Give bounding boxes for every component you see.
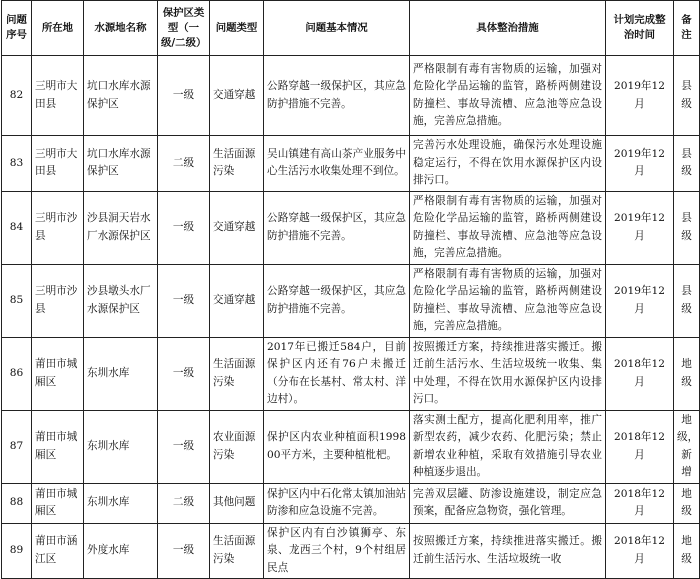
issue-number: 89 (2, 523, 32, 579)
issue-type-cell: 交通穿越 (210, 191, 264, 264)
issue-number: 82 (2, 56, 32, 136)
issue-number: 86 (2, 337, 32, 410)
water-source-cell: 坑口水库水源保护区 (84, 56, 158, 136)
table-row (2, 56, 700, 136)
issue-number: 84 (2, 191, 32, 264)
table-row (2, 337, 700, 410)
header-cell: 问题序号 (2, 1, 32, 56)
location-cell: 莆田市涵江区 (32, 523, 84, 579)
issue-type-cell: 其他问题 (210, 483, 264, 523)
situation-cell: 公路穿越一级保护区，其应急防护措施不完善。 (264, 264, 410, 337)
issue-type-cell: 生活面源污染 (210, 523, 264, 579)
measures-cell: 落实测土配方，提高化肥利用率，推广新型农药，减少农药、化肥污染；禁止新增农业种植，采取有效措施引导农业种植逐步退出。 (410, 410, 606, 483)
note-cell: 县级 (674, 191, 700, 264)
location-cell: 三明市沙县 (32, 191, 84, 264)
note-cell: 县级 (674, 56, 700, 136)
measures-cell: 完善污水处理设施，确保污水处理设施稳定运行，不得在饮用水源保护区内设排污口。 (410, 136, 606, 192)
deadline-cell: 2019年12月 (606, 136, 674, 192)
issue-type-cell: 生活面源污染 (210, 136, 264, 192)
note-cell: 地级 (674, 337, 700, 410)
location-cell: 莆田市城厢区 (32, 483, 84, 523)
location-cell: 三明市大田县 (32, 136, 84, 192)
note-cell: 县级 (674, 136, 700, 192)
protection-level-cell: 一级 (158, 410, 210, 483)
water-source-cell: 东圳水库 (84, 410, 158, 483)
protection-level-cell: 一级 (158, 337, 210, 410)
water-source-cell: 东圳水库 (84, 483, 158, 523)
table-row (2, 264, 700, 337)
issue-type-cell: 农业面源污染 (210, 410, 264, 483)
note-cell: 地级，新增 (674, 410, 700, 483)
note-cell: 地级 (674, 483, 700, 523)
measures-cell: 严格限制有毒有害物质的运输，加强对危险化学品运输的监管，路桥两侧建设防撞栏、事故导流槽、应急池等应急设施，完善应急措施。 (410, 264, 606, 337)
deadline-cell: 2018年12月 (606, 410, 674, 483)
deadline-cell: 2019年12月 (606, 264, 674, 337)
deadline-cell: 2018年12月 (606, 483, 674, 523)
situation-cell: 2017年已搬迁584户，目前保护区内还有76户未搬迁（分布在长基村、常太村、洋边村）。 (264, 337, 410, 410)
header-cell: 所在地 (32, 1, 84, 56)
header-cell: 计划完成整治时间 (606, 1, 674, 56)
location-cell: 三明市大田县 (32, 56, 84, 136)
header-cell: 问题基本情况 (264, 1, 410, 56)
water-source-issues-table (1, 0, 700, 579)
table-row (2, 410, 700, 483)
table-row (2, 136, 700, 192)
situation-cell: 保护区内农业种植面积199800平方米，主要种植枇杷。 (264, 410, 410, 483)
location-cell: 莆田市城厢区 (32, 337, 84, 410)
table-row (2, 523, 700, 579)
issue-type-cell: 生活面源污染 (210, 337, 264, 410)
location-cell: 莆田市城厢区 (32, 410, 84, 483)
table-row (2, 191, 700, 264)
table-header-row (2, 1, 700, 56)
measures-cell: 严格限制有毒有害物质的运输，加强对危险化学品运输的监管，路桥两侧建设防撞栏、事故导流槽、应急池等应急设施，完善应急措施。 (410, 56, 606, 136)
measures-cell: 完善双层罐、防渗设施建设，制定应急预案，配备应急物资，强化管理。 (410, 483, 606, 523)
deadline-cell: 2018年12月 (606, 523, 674, 579)
protection-level-cell: 一级 (158, 56, 210, 136)
water-source-cell: 外度水库 (84, 523, 158, 579)
water-source-cell: 沙县洞天岩水厂水源保护区 (84, 191, 158, 264)
measures-cell: 严格限制有毒有害物质的运输，加强对危险化学品运输的监管，路桥两侧建设防撞栏、事故导流槽、应急池等应急设施，完善应急措施。 (410, 191, 606, 264)
protection-level-cell: 一级 (158, 264, 210, 337)
header-cell: 具体整治措施 (410, 1, 606, 56)
header-cell: 问题类型 (210, 1, 264, 56)
situation-cell: 吴山镇建有高山茶产业服务中心生活污水收集处理不到位。 (264, 136, 410, 192)
deadline-cell: 2019年12月 (606, 191, 674, 264)
issue-number: 83 (2, 136, 32, 192)
situation-cell: 保护区内中石化常太镇加油站防渗和应急设施不完善。 (264, 483, 410, 523)
issue-number: 88 (2, 483, 32, 523)
note-cell: 县级 (674, 264, 700, 337)
water-source-cell: 沙县墩头水厂水源保护区 (84, 264, 158, 337)
issue-type-cell: 交通穿越 (210, 56, 264, 136)
protection-level-cell: 二级 (158, 136, 210, 192)
protection-level-cell: 一级 (158, 523, 210, 579)
note-cell: 地级 (674, 523, 700, 579)
issue-type-cell: 交通穿越 (210, 264, 264, 337)
table-row (2, 483, 700, 523)
protection-level-cell: 二级 (158, 483, 210, 523)
header-cell: 水源地名称 (84, 1, 158, 56)
header-cell: 备注 (674, 1, 700, 56)
measures-cell: 按照搬迁方案，持续推进落实搬迁。搬迁前生活污水、生活垃圾统一收 (410, 523, 606, 579)
measures-cell: 按照搬迁方案，持续推进落实搬迁。搬迁前生活污水、生活垃圾统一收集、集中处理，不得在饮用水源保护区内设排污口。 (410, 337, 606, 410)
situation-cell: 公路穿越一级保护区，其应急防护措施不完善。 (264, 191, 410, 264)
issue-number: 85 (2, 264, 32, 337)
issue-number: 87 (2, 410, 32, 483)
water-source-cell: 坑口水库水源保护区 (84, 136, 158, 192)
protection-level-cell: 一级 (158, 191, 210, 264)
location-cell: 三明市沙县 (32, 264, 84, 337)
water-source-cell: 东圳水库 (84, 337, 158, 410)
deadline-cell: 2018年12月 (606, 337, 674, 410)
situation-cell: 公路穿越一级保护区，其应急防护措施不完善。 (264, 56, 410, 136)
header-cell: 保护区类型（一级/二级） (158, 1, 210, 56)
situation-cell: 保护区内有白沙镇狮亭、东泉、龙西三个村，9个村组居民点 (264, 523, 410, 579)
deadline-cell: 2019年12月 (606, 56, 674, 136)
